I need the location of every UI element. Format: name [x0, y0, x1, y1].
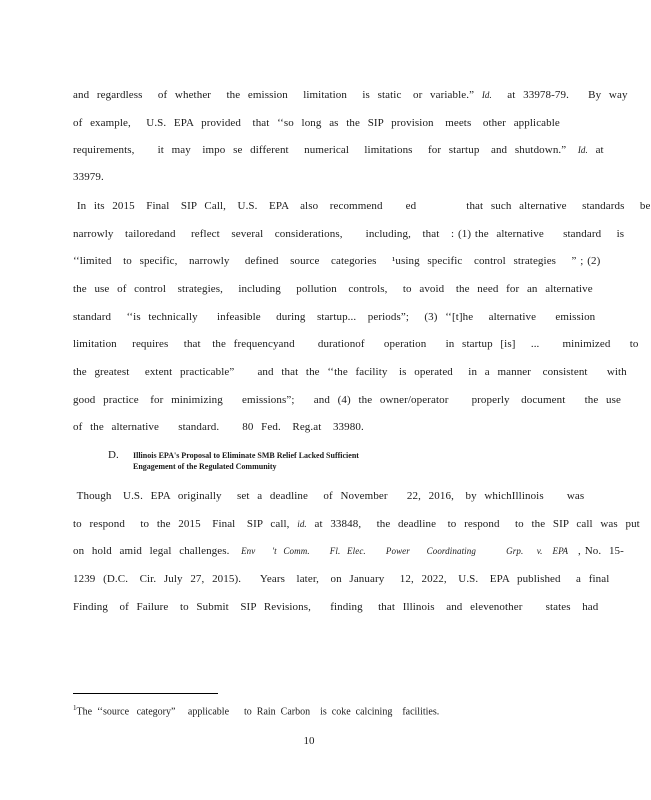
paragraph-3-line-3 — [73, 544, 624, 558]
text-run: at 33978-79. By way — [491, 89, 628, 101]
text-run: at — [587, 144, 604, 156]
paragraph-3-line-4: 1239 (D.C. Cir. July 27, 2015). Years later, on January 12, 2022, U.S. EPA published a final — [73, 573, 610, 585]
text-run: at 33848, the deadline to respond to the SIP call was put — [306, 518, 640, 530]
paragraph-1-line-2: of example, U.S. EPA provided that ‘‘so long as the SIP provision meets other applicable — [73, 117, 560, 129]
citation-id: id. — [297, 519, 307, 529]
citation-id: Id. — [481, 90, 492, 100]
paragraph-3-line-2 — [73, 517, 640, 531]
footnote — [73, 702, 439, 718]
text-run: on hold amid legal challenges. — [73, 545, 242, 557]
text-run: requirements, it may impo se different numerical limitations for startup and shutdown.” — [73, 144, 578, 156]
page-number: 10 — [303, 735, 315, 747]
paragraph-2-line-8: good practice for minimizing emissions”; and (4) the owner/operator properly document the use — [73, 394, 622, 406]
paragraph-2-line-1: In its 2015 Final SIP Call, U.S. EPA also recommend ed that such alternative standards be — [73, 200, 651, 212]
paragraph-1-line-4: 33979. — [73, 171, 104, 183]
paragraph-2-line-4: the use of control strategies, including pollution controls, to avoid the need for an alternative — [73, 283, 593, 295]
text-run: , No. 15- — [578, 545, 624, 557]
paragraph-3-line-5: Finding of Failure to Submit SIP Revisions, finding that Illinois and elevenother states had — [73, 601, 599, 613]
section-label: D. — [108, 449, 119, 461]
paragraph-3-line-1: Though U.S. EPA originally set a deadline of November 22, 2016, by whichIllinois was — [73, 490, 585, 502]
text-run: to respond to the 2015 Final SIP call, — [73, 518, 298, 530]
footnote-marker: 1 — [73, 704, 77, 712]
section-heading: Illinois EPA's Proposal to Eliminate SMB Relief Lacked Sufficient Engagement of the Regulated Community — [133, 451, 359, 471]
paragraph-1-line-1 — [73, 88, 628, 102]
paragraph-2-line-5: standard ‘‘is technically infeasible during startup... periods”; (3) ‘‘[t]he alternative emission — [73, 311, 596, 323]
paragraph-2-line-6: limitation requires that the frequencyand durationof operation in startup [is] ... minimized to — [73, 338, 639, 350]
text-run: and regardless of whether the emission limitation is static or variable.” — [73, 89, 482, 101]
paragraph-2-line-2: narrowly tailoredand reflect several considerations, including, that : (1) the alternative standard is — [73, 228, 625, 240]
paragraph-2-line-7: the greatest extent practicable” and that the ‘‘the facility is operated in a manner consistent with — [73, 366, 627, 378]
case-citation: Env 't Comm. Fl. Elec. Power Coordinating Grp. v. EPA — [241, 546, 579, 556]
footnote-text: The ‘‘source category” applicable to Rain Carbon is coke calcining facilities. — [76, 706, 440, 718]
paragraph-2-line-9: of the alternative standard. 80 Fed. Reg.at 33980. — [73, 421, 364, 433]
paragraph-1-line-3 — [73, 143, 604, 157]
footnote-divider — [73, 693, 218, 694]
paragraph-2-line-3: ‘‘limited to specific, narrowly defined source categories ¹using specific control strategies ” ; (2) — [73, 255, 601, 267]
citation-id: Id. — [577, 145, 588, 155]
